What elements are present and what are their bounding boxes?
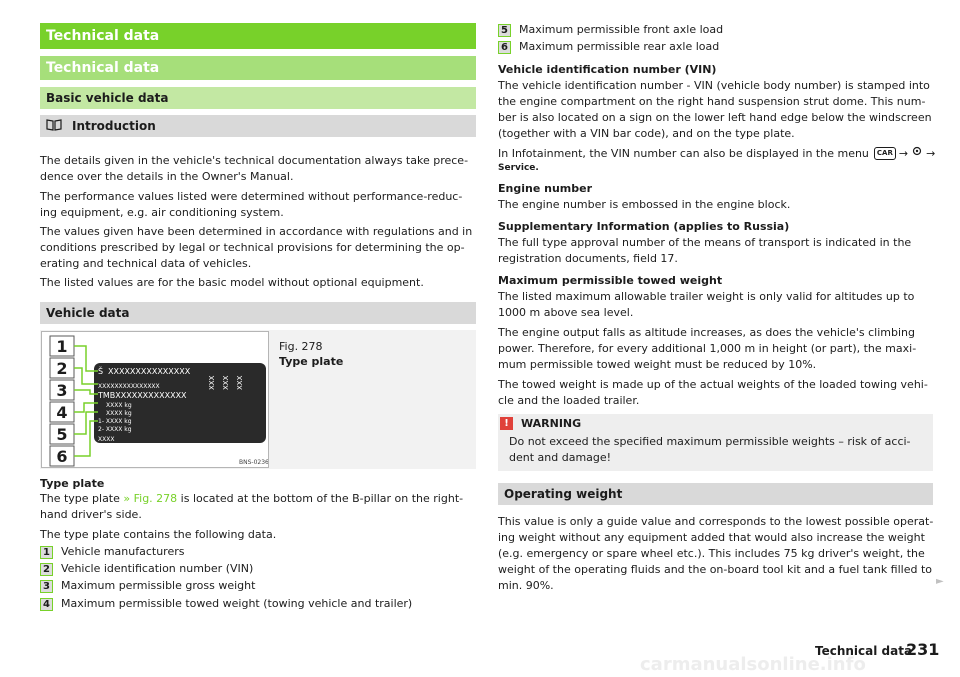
towed-line: The engine output falls as altitude increases, as does the vehicle's climbing — [498, 326, 915, 339]
russia-title: Supplementary Information (applies to Russia) — [498, 220, 790, 233]
list-label: Maximum permissible gross weight — [61, 579, 256, 592]
operating-line: (e.g. emergency or spare wheel etc.). This includes 75 kg driver's weight, the — [498, 547, 925, 560]
vin-title: Vehicle identification number (VIN) — [498, 63, 717, 76]
plate-line: XXXX — [98, 436, 115, 443]
callout-number: 1 — [56, 337, 68, 356]
service-menu-item[interactable]: Service. — [498, 163, 539, 173]
operating-line: This value is only a guide value and corresponds to the lowest possible operat- — [498, 515, 934, 528]
list-label: Vehicle identification number (VIN) — [61, 562, 254, 575]
plate-side-text: XXX — [208, 375, 216, 390]
towed-line: The towed weight is made up of the actual weights of the loaded towing vehi- — [498, 378, 928, 391]
plate-line: XXXXXXXXXXXXXXX — [98, 383, 160, 390]
callout-number: 2 — [56, 359, 68, 378]
type-plate-title: Type plate — [40, 477, 105, 490]
callout-number: 5 — [56, 425, 68, 444]
list-item — [498, 39, 719, 56]
callout-number: 3 — [56, 381, 68, 400]
watermark: carmanualsonline.info — [640, 654, 866, 675]
type-plate-text-b: is located at the bottom of the B-pillar on the right- — [177, 492, 464, 505]
list-number: 4 — [40, 598, 53, 611]
vin-line: the engine compartment on the right hand suspension strut dome. This num- — [498, 95, 926, 108]
type-plate-text-c: hand driver's side. — [40, 508, 142, 521]
list-number: 5 — [498, 24, 511, 37]
towed-line: 1000 m above sea level. — [498, 306, 634, 319]
intro-line: The details given in the vehicle's technical documentation always take prece- — [40, 154, 469, 167]
list-number: 2 — [40, 563, 53, 576]
warning-header — [500, 417, 581, 430]
list-item — [40, 544, 184, 561]
vin-line: ber is also located on a sign on the lower left hand edge below the windscreen — [498, 111, 932, 124]
russia-line: registration documents, field 17. — [498, 252, 678, 265]
page-number: 231 — [906, 640, 940, 659]
list-label: Vehicle manufacturers — [61, 545, 185, 558]
section-heading-text: Technical data — [46, 60, 160, 76]
figure-link[interactable]: » Fig. 278 — [123, 492, 178, 505]
list-label: Maximum permissible front axle load — [519, 23, 724, 36]
book-icon — [46, 119, 64, 134]
towed-title: Maximum permissible towed weight — [498, 274, 723, 287]
callout-number: 4 — [56, 403, 68, 422]
towed-line: The listed maximum allowable trailer weight is only valid for altitudes up to — [498, 290, 915, 303]
operating-line: min. 90%. — [498, 579, 554, 592]
arrow-icon: → — [898, 146, 909, 160]
list-label: Maximum permissible rear axle load — [519, 40, 720, 53]
operating-line: ing weight without any equipment added that would also increase the weight — [498, 531, 925, 544]
plate-side-text: XXX — [236, 375, 244, 390]
warning-icon: ! — [500, 417, 513, 430]
vin-infotainment-text: In Infotainment, the VIN number can also be displayed in the menu — [498, 146, 869, 160]
type-plate-figure — [41, 331, 269, 468]
intro-line: dence over the details in the Owner's Manual. — [40, 170, 294, 183]
engine-title: Engine number — [498, 182, 592, 195]
vin-infotainment — [498, 145, 935, 163]
intro-heading — [40, 115, 476, 137]
figure-caption: Type plate — [279, 355, 344, 368]
plate-line: XXXXXXXXXXXXXXX — [108, 367, 191, 376]
plate-brand-mark: Š — [98, 367, 104, 376]
operating-weight-heading — [498, 483, 933, 505]
intro-line: The values given have been determined in accordance with regulations and in — [40, 225, 473, 238]
intro-line: The listed values are for the basic model without optional equipment. — [40, 276, 424, 289]
vin-line: (together with a VIN bar code), and on the type plate. — [498, 127, 795, 140]
list-item — [40, 596, 412, 613]
type-plate-text — [40, 491, 463, 508]
list-item — [40, 578, 255, 595]
arrow-icon: → — [926, 146, 936, 160]
continue-arrow-icon: ► — [936, 576, 944, 587]
section-heading — [40, 56, 476, 80]
subsection-heading — [40, 87, 476, 109]
intro-line: ing equipment, e.g. air conditioning system. — [40, 206, 284, 219]
intro-line: erating and technical data of vehicles. — [40, 257, 252, 270]
figure-code: BNS-0236 — [239, 459, 268, 466]
figure-label: Fig. 278 — [279, 340, 323, 353]
car-menu-button[interactable]: CAR — [874, 147, 896, 160]
engine-text: The engine number is embossed in the engine block. — [498, 198, 791, 211]
list-number: 1 — [40, 546, 53, 559]
chapter-heading — [40, 23, 476, 49]
plate-line: XXXX kg — [106, 402, 132, 409]
type-plate-text-a: The type plate — [40, 492, 124, 505]
list-number: 6 — [498, 41, 511, 54]
chapter-heading-text: Technical data — [46, 28, 160, 44]
vehicle-data-heading — [40, 302, 476, 324]
operating-weight-heading-text: Operating weight — [504, 487, 623, 501]
plate-line: TMBXXXXXXXXXXXXX — [98, 391, 187, 400]
type-plate-intro: The type plate contains the following data. — [40, 528, 277, 541]
footer-section: Technical data — [815, 644, 913, 658]
towed-line: mum permissible towed weight must be reduced by 10%. — [498, 358, 817, 371]
gear-icon[interactable] — [911, 145, 923, 163]
towed-line: cle and the loaded trailer. — [498, 394, 640, 407]
operating-line: weight of the operating fluids and the on-board tool kit and a fuel tank filled to — [498, 563, 933, 576]
list-item — [498, 22, 723, 39]
list-number: 3 — [40, 580, 53, 593]
list-label: Maximum permissible towed weight (towing vehicle and trailer) — [61, 597, 413, 610]
plate-side-text: XXX — [222, 375, 230, 390]
vin-line: The vehicle identification number - VIN (vehicle body number) is stamped into — [498, 79, 930, 92]
subsection-heading-text: Basic vehicle data — [46, 91, 169, 105]
intro-heading-text: Introduction — [72, 119, 156, 133]
plate-line: XXXX kg — [106, 410, 132, 417]
warning-title: WARNING — [521, 417, 582, 430]
type-plate-illustration — [42, 332, 268, 467]
callout-number: 6 — [56, 447, 68, 466]
plate-line: 2- XXXX kg — [98, 426, 132, 433]
towed-line: power. Therefore, for every additional 1,000 m in height (or part), the maxi- — [498, 342, 917, 355]
intro-line: conditions prescribed by legal or technical provisions for determining the op- — [40, 241, 465, 254]
vehicle-data-heading-text: Vehicle data — [46, 306, 130, 320]
russia-line: The full type approval number of the means of transport is indicated in the — [498, 236, 912, 249]
warning-line: dent and damage! — [509, 451, 612, 464]
plate-line: 1- XXXX kg — [98, 418, 132, 425]
intro-line: The performance values listed were determined without performance-reduc- — [40, 190, 463, 203]
list-item — [40, 561, 253, 578]
warning-line: Do not exceed the specified maximum permissible weights – risk of acci- — [509, 435, 911, 448]
